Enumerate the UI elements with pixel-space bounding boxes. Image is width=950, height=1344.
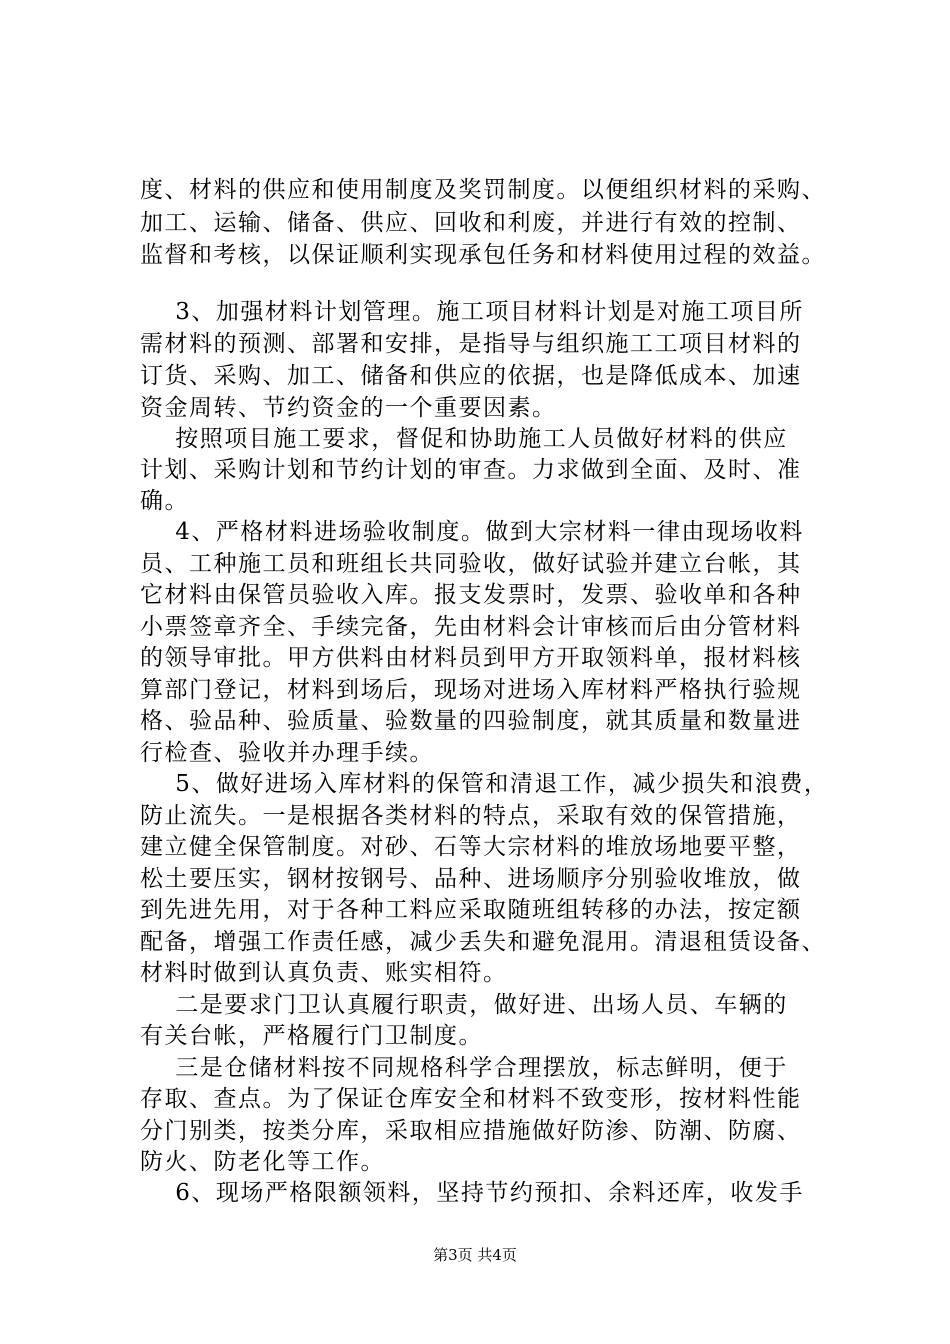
text-line: 二是要求门卫认真履行职责，做好进、出场人员、车辆的 <box>140 992 788 1018</box>
text-line: 建立健全保管制度。对砂、石等大宗材料的堆放场地要平整， <box>140 834 802 860</box>
text-line: 小票签章齐全、手续完备，先由材料会计审核而后由分管材料 <box>140 614 802 640</box>
text-line: 按照项目施工要求，督促和协助施工人员做好材料的供应 <box>140 426 788 452</box>
text-line: 防止流失。一是根据各类材料的特点，采取有效的保管措施， <box>140 803 802 829</box>
text-line: 配备，增强工作责任感，减少丢失和避免混用。清退租赁设备、 <box>140 929 826 955</box>
text-line: 材料时做到认真负责、账实相符。 <box>140 960 508 986</box>
text-line: 它材料由保管员验收入库。报支发票时，发票、验收单和各种 <box>140 582 802 608</box>
text-line: 员、工种施工员和班组长共同验收，做好试验并建立台帐，其 <box>140 551 802 577</box>
text-line: 到先进先用，对于各种工料应采取随班组转移的办法，按定额 <box>140 897 802 923</box>
text-line: 5、做好进场入库材料的保管和清退工作，减少损失和浪费， <box>140 771 829 797</box>
text-line: 加工、运输、储备、供应、回收和利废，并进行有效的控制、 <box>140 210 802 236</box>
text-line: 4、严格材料进场验收制度。做到大宗材料一律由现场收料 <box>140 519 804 545</box>
text-line: 订货、采购、加工、储备和供应的依据，也是降低成本、加速 <box>140 363 802 389</box>
text-line: 松土要压实，钢材按钢号、品种、进场顺序分别验收堆放，做 <box>140 866 802 892</box>
text-line: 计划、采购计划和节约计划的审查。力求做到全面、及时、准 <box>140 457 802 483</box>
text-line: 3、加强材料计划管理。施工项目材料计划是对施工项目所 <box>140 299 804 325</box>
text-line: 监督和考核，以保证顺利实现承包任务和材料使用过程的效益。 <box>140 242 826 268</box>
text-line: 有关台帐，严格履行门卫制度。 <box>140 1023 483 1049</box>
text-line: 确。 <box>140 488 189 514</box>
text-line: 的领导审批。甲方供料由材料员到甲方开取领料单，报材料核 <box>140 645 802 671</box>
text-line: 度、材料的供应和使用制度及奖罚制度。以便组织材料的采购、 <box>140 177 826 203</box>
text-line: 6、现场严格限额领料，坚持节约预扣、余料还库，收发手 <box>140 1180 804 1206</box>
text-line: 算部门登记，材料到场后，现场对进场入库材料严格执行验规 <box>140 677 802 703</box>
text-line: 格、验品种、验质量、验数量的四验制度，就其质量和数量进 <box>140 708 802 734</box>
text-line: 行检查、验收并办理手续。 <box>140 740 434 766</box>
page-number-footer: 第3页 共4页 <box>433 1246 517 1264</box>
text-line: 防火、防老化等工作。 <box>140 1149 385 1175</box>
text-line: 分门别类，按类分库，采取相应措施做好防渗、防潮、防腐、 <box>140 1118 802 1144</box>
text-line: 存取、查点。为了保证仓库安全和材料不致变形，按材料性能 <box>140 1086 802 1112</box>
text-line: 三是仓储材料按不同规格科学合理摆放，标志鲜明，便于 <box>140 1055 788 1081</box>
text-line: 需材料的预测、部署和安排，是指导与组织施工工项目材料的 <box>140 331 802 357</box>
text-line: 资金周转、节约资金的一个重要因素。 <box>140 395 557 421</box>
